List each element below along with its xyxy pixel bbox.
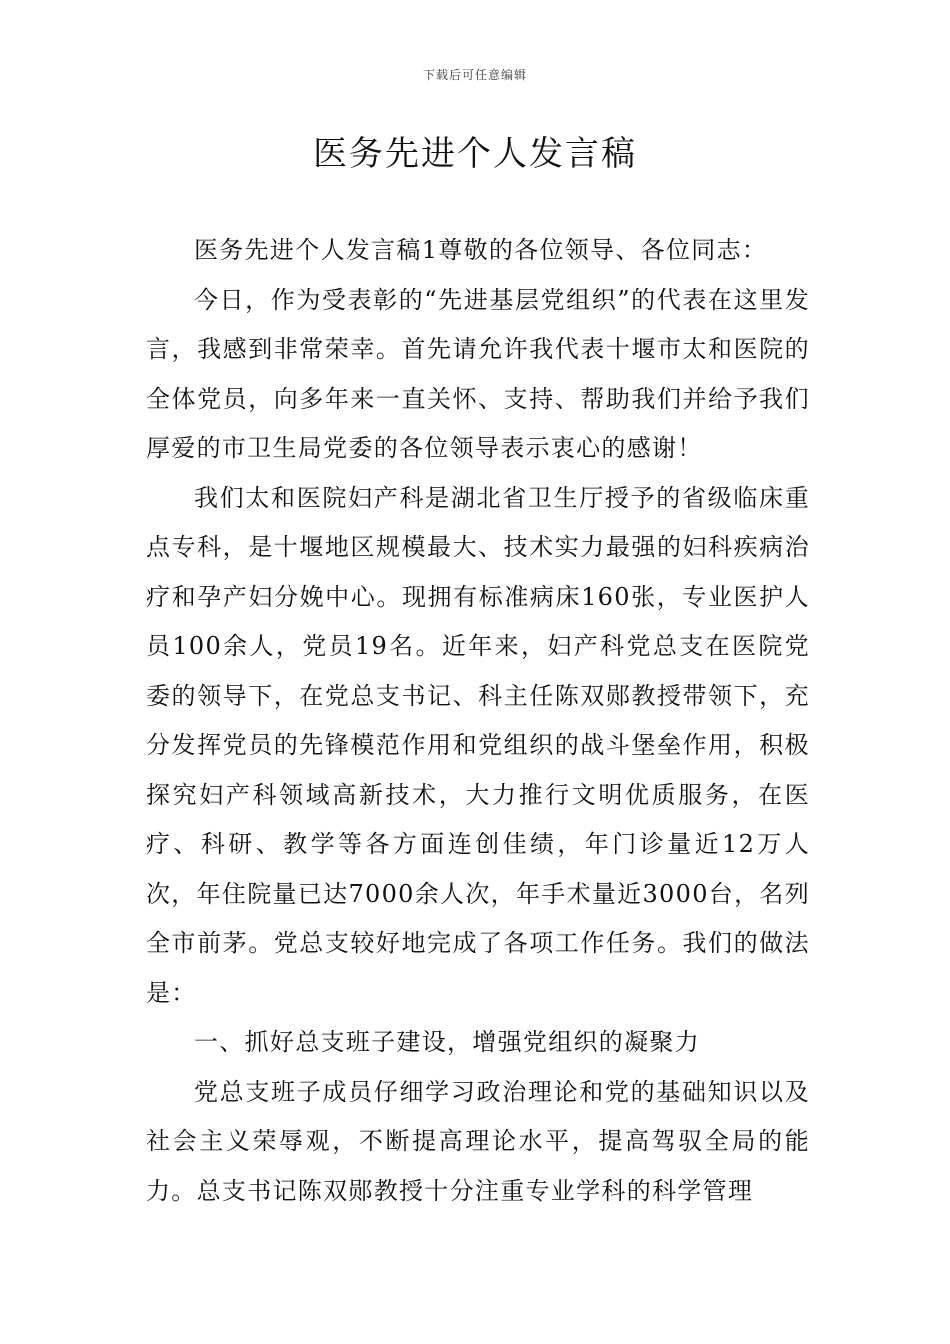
header-note: 下载后可任意编辑 <box>422 68 527 82</box>
paragraph-salutation: 医务先进个人发言稿1尊敬的各位领导、各位同志： <box>194 236 768 264</box>
section-heading-1: 一、抓好总支班子建设，增强党组织的凝聚力 <box>194 1028 700 1056</box>
document-body <box>146 226 810 1216</box>
paragraph-section-1: 党总支班子成员仔细学习政治理论和党的基础知识以及社会主义荣辱观，不断提高理论水平，提高驾驭全局的能力。总支书记陈双郧教授十分注重专业学科的科学管理 <box>146 1077 810 1205</box>
paragraph-opening: 今日，作为受表彰的“先进基层党组织”的代表在这里发言，我感到非常荣幸。首先请允许我代表十堰市太和医院的全体党员，向多年来一直关怀、支持、帮助我们并给予我们厚爱的市卫生局党委的各位领导表示衷心的感谢！ <box>146 285 810 462</box>
paragraph-introduction: 我们太和医院妇产科是湖北省卫生厅授予的省级临床重点专科，是十堰地区规模最大、技术实力最强的妇科疾病治疗和孕产妇分娩中心。现拥有标准病床160张，专业医护人员100余人，党员19名。近年来，妇产科党总支在医院党委的领导下，在党总支书记、科主任陈双郧教授带领下，充分发挥党员的先锋模范作用和党组织的战斗堡垒作用，积极探究妇产科领域高新技术，大力推行文明优质服务，在医疗、科研、教学等各方面连创佳绩，年门诊量近12万人次，年住院量已达7000余人次，年手术量近3000台，名列全市前茅。党总支较好地完成了各项工作任务。我们的做法是： <box>146 483 810 1007</box>
document-title: 医务先进个人发言稿 <box>313 134 637 174</box>
